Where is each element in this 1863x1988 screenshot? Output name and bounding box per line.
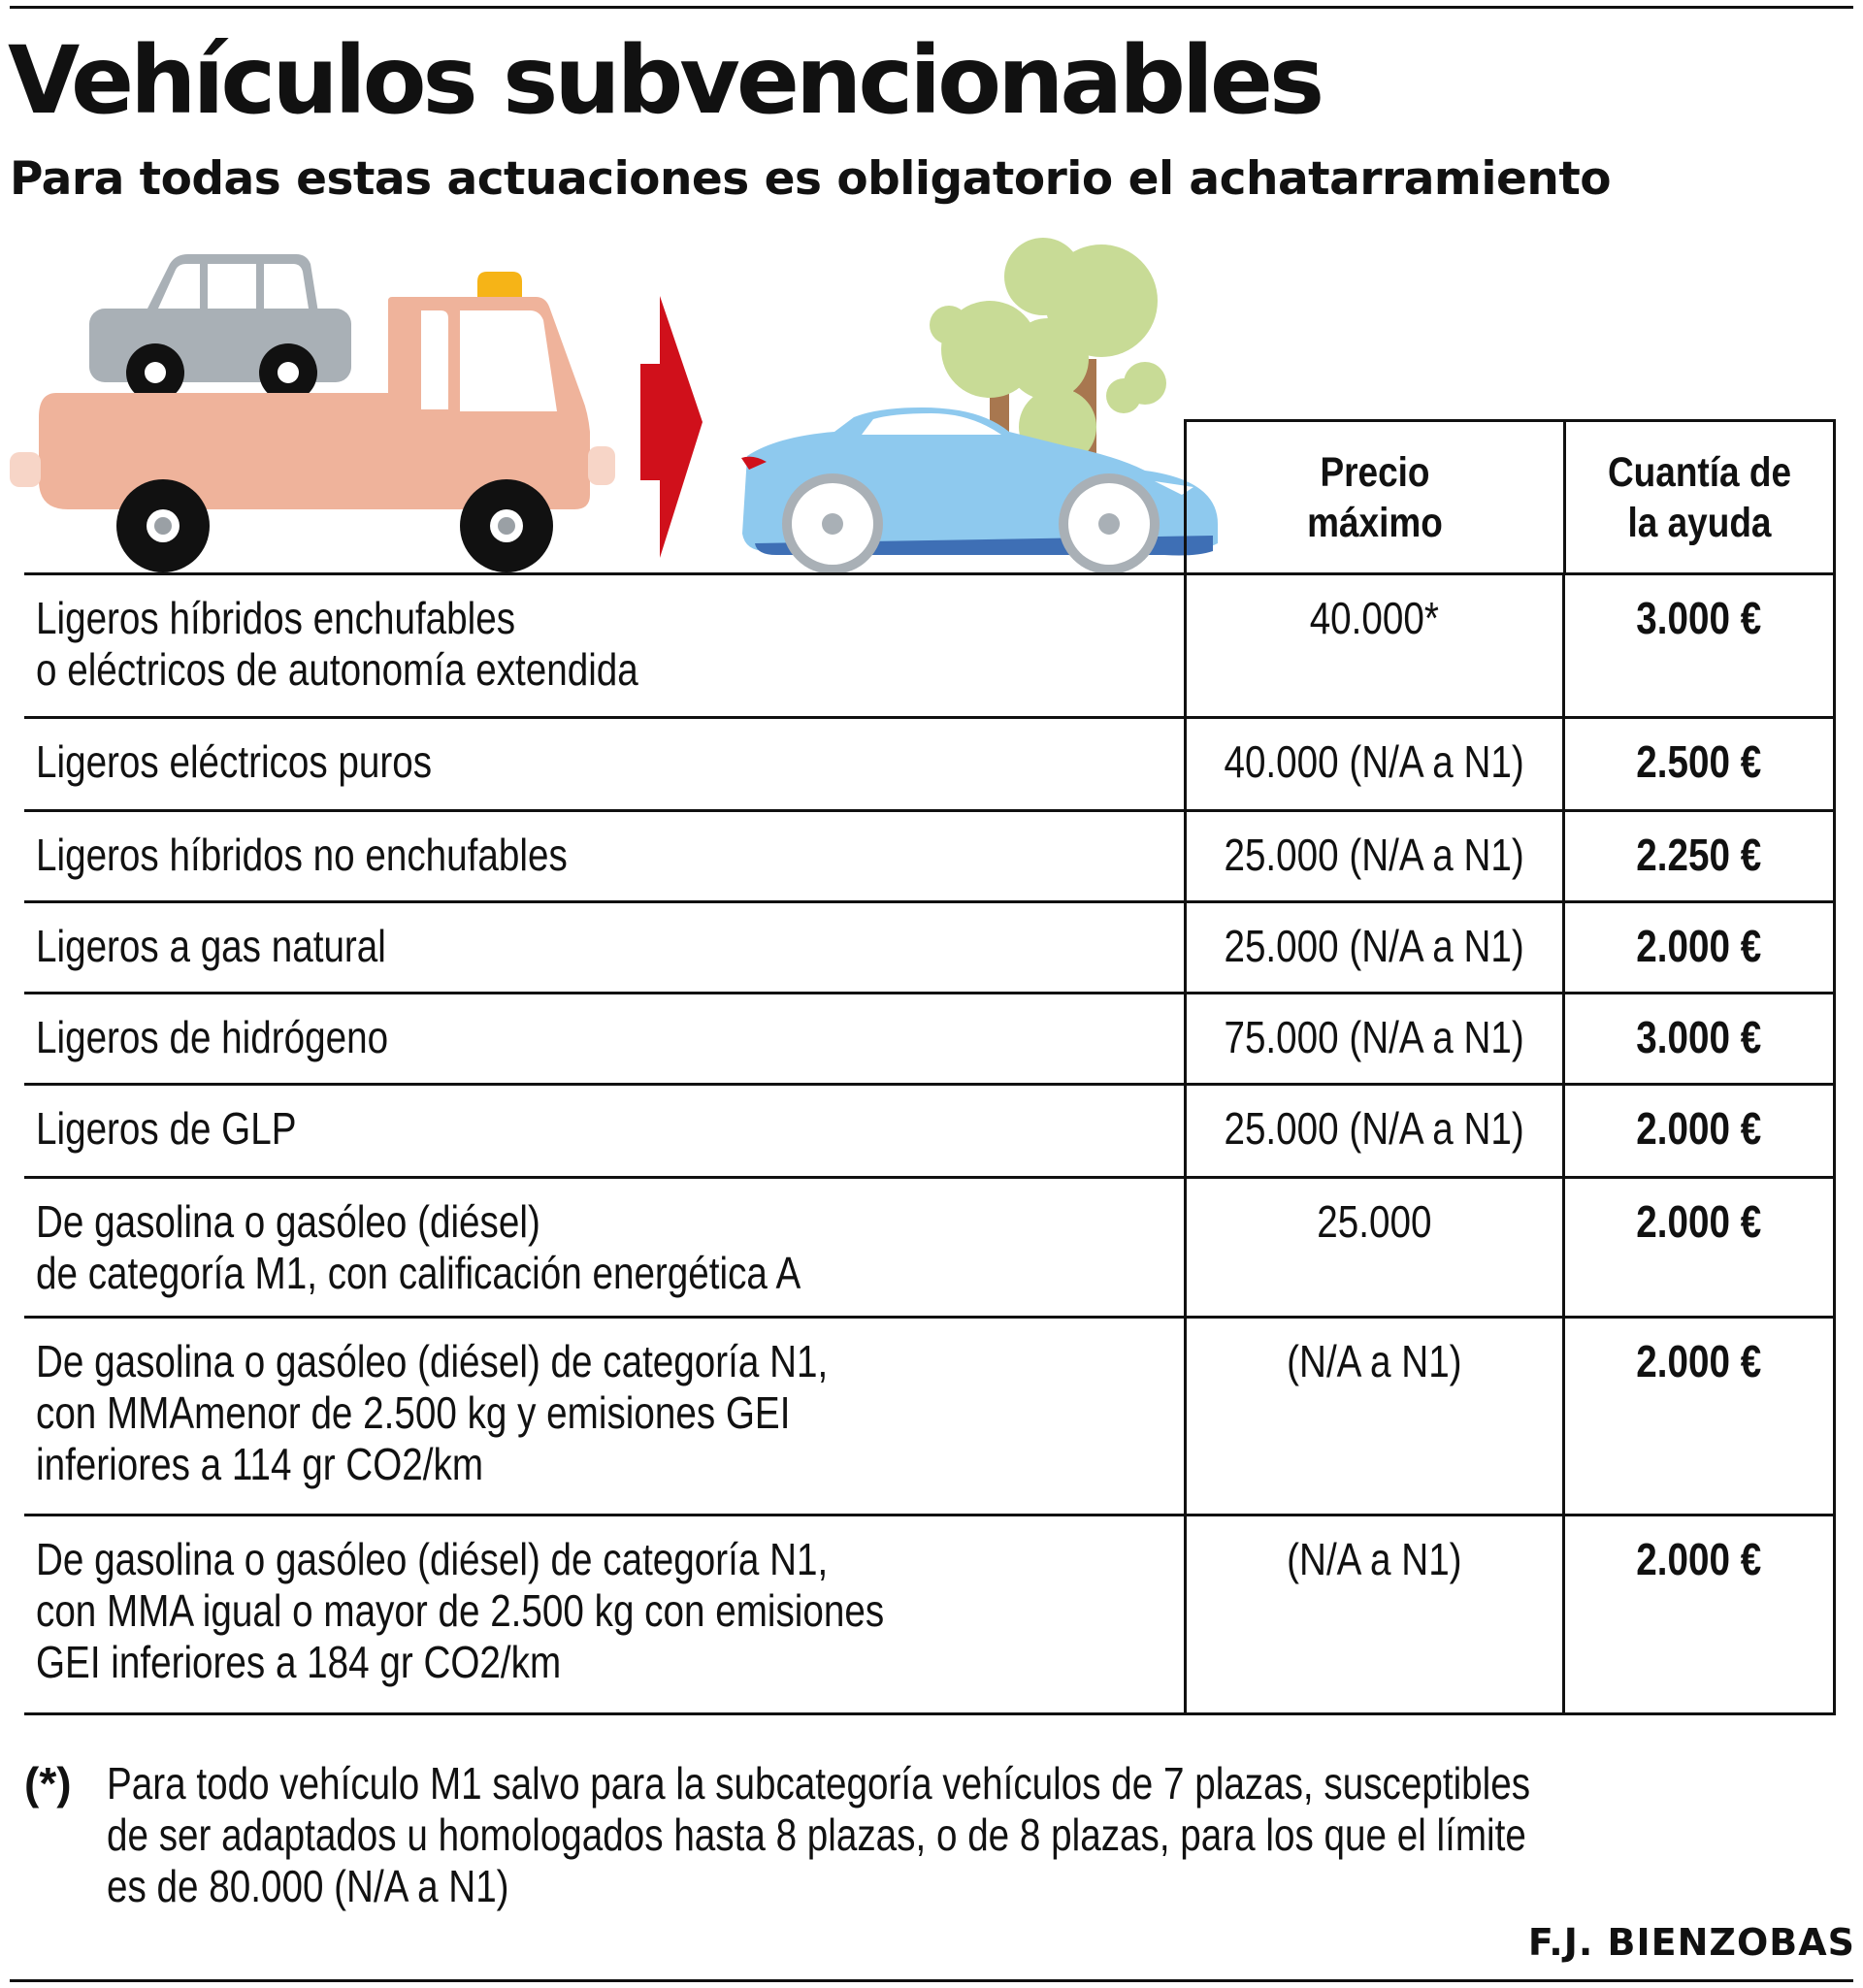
row-description-cell [24,812,1184,900]
row-description: Ligeros híbridos enchufables o eléctricos de autonomía extendida [36,593,638,695]
column-header-cuantia: Cuantía de la ayuda [1607,448,1792,546]
row-description-cell [24,719,1184,809]
row-price-cell [1184,1179,1562,1316]
row-price: 40.000 (N/A a N1) [1224,736,1525,787]
row-price: 40.000* [1309,593,1440,643]
row-description: De gasolina o gasóleo (diésel) de categoría M1, con calificación energética A [36,1196,801,1298]
arrow-right-icon [640,296,703,558]
row-amount-cell [1562,1319,1836,1514]
row-description: Ligeros de GLP [36,1103,297,1154]
row-amount: 2.000 € [1636,1196,1762,1247]
row-description-cell [24,1319,1184,1514]
old-car-icon [89,254,351,402]
row-description: Ligeros eléctricos puros [36,736,433,787]
row-amount-cell [1562,719,1836,809]
row-description-cell [24,1086,1184,1176]
row-amount-cell [1562,1179,1836,1316]
row-description-cell [24,1516,1184,1712]
row-description-cell [24,903,1184,992]
row-description: Ligeros híbridos no enchufables [36,830,568,880]
row-amount: 2.250 € [1636,830,1762,880]
footnote-text: Para todo vehículo M1 salvo para la subcategoría vehículos de 7 plazas, susceptibles de ser adaptados u homologados hasta 8 plazas, o de 8 plazas, para los que el límite es de 80.000 (N/A a N1) [107,1758,1531,1911]
row-price: (N/A a N1) [1287,1336,1462,1386]
row-price-cell [1184,575,1562,716]
table-row [24,1176,1836,1316]
table-row [24,1316,1836,1514]
row-price: 25.000 (N/A a N1) [1224,921,1525,971]
row-price: 25.000 (N/A a N1) [1224,830,1525,880]
row-price-cell [1184,812,1562,900]
footnote-mark: (*) [24,1758,72,1809]
row-description-cell [24,575,1184,716]
row-price: 25.000 [1317,1196,1432,1247]
row-amount: 3.000 € [1636,1012,1762,1062]
table-header [1184,419,1836,572]
row-description: De gasolina o gasóleo (diésel) de categoría N1, con MMAmenor de 2.500 kg y emisiones GEI inferiores a 114 gr CO2/km [36,1336,829,1489]
row-amount-cell [1562,903,1836,992]
row-price-cell [1184,1319,1562,1514]
column-header-precio: Precio máximo [1307,448,1443,546]
illustration [0,223,1223,582]
row-amount: 2.000 € [1636,1103,1762,1154]
row-description-cell [24,1179,1184,1316]
row-price: 75.000 (N/A a N1) [1224,1012,1525,1062]
table-row [24,572,1836,716]
column-divider [1563,422,1566,575]
table-row [24,992,1836,1083]
row-description: De gasolina o gasóleo (diésel) de categoría N1, con MMA igual o mayor de 2.500 kg con emisiones GEI inferiores a 184 gr CO2/km [36,1534,885,1687]
row-description: Ligeros de hidrógeno [36,1012,389,1062]
row-amount: 3.000 € [1636,593,1762,643]
row-amount: 2.000 € [1636,1336,1762,1386]
table-row [24,809,1836,900]
row-amount-cell [1562,994,1836,1083]
new-car-icon [741,407,1218,574]
row-amount-cell [1562,575,1836,716]
row-price-cell [1184,1086,1562,1176]
row-amount-cell [1562,812,1836,900]
subsidy-table [24,572,1836,1715]
row-price: (N/A a N1) [1287,1534,1462,1584]
row-description: Ligeros a gas natural [36,921,386,971]
row-amount-cell [1562,1086,1836,1176]
table-row [24,716,1836,809]
top-rule [10,6,1853,9]
page-subtitle: Para todas estas actuaciones es obligatorio el achatarramiento [10,152,1612,206]
table-row [24,1514,1836,1715]
row-amount-cell [1562,1516,1836,1712]
row-price: 25.000 (N/A a N1) [1224,1103,1525,1154]
row-amount: 2.500 € [1636,736,1762,787]
row-price-cell [1184,994,1562,1083]
bottom-rule [10,1979,1853,1982]
author-credit: F.J. BIENZOBAS [1527,1921,1855,1964]
row-price-cell [1184,719,1562,809]
table-row [24,1083,1836,1176]
page-title: Vehículos subvencionables [8,26,1322,135]
table-row [24,900,1836,992]
row-amount: 2.000 € [1636,1534,1762,1584]
row-price-cell [1184,903,1562,992]
row-amount: 2.000 € [1636,921,1762,971]
row-price-cell [1184,1516,1562,1712]
row-description-cell [24,994,1184,1083]
